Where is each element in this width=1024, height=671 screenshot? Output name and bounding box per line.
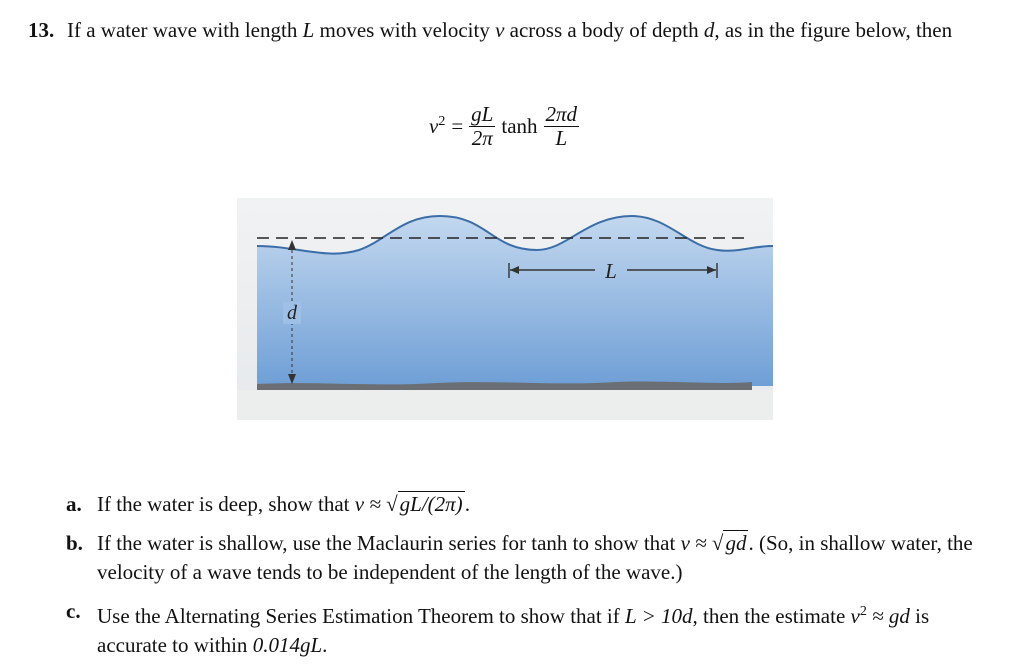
wavelength-label: L (605, 259, 617, 283)
part-c (66, 597, 986, 660)
problem-text-4: , as in the figure below, then (714, 18, 953, 42)
fraction-1-numerator: gL (471, 102, 494, 126)
formula-fraction-2 (544, 103, 580, 150)
part-b-text-2: . (So, in shallow water, the velocity of a wave tends to be independent of the length of the wave.) (97, 531, 973, 584)
part-c-estimate-exponent: 2 (859, 604, 867, 619)
problem-text-1: If a water wave with length (67, 18, 303, 42)
part-a-text-2: . (464, 492, 470, 516)
problem-statement (28, 16, 988, 45)
problem-text (67, 16, 988, 45)
part-a-text (97, 490, 986, 519)
part-c-letter: c. (66, 599, 81, 623)
problem-number: 13. (28, 18, 55, 42)
part-b-text (97, 529, 986, 587)
problem-text-3: across a body of depth (504, 18, 704, 42)
formula-equals: = (451, 114, 464, 139)
var-L: L (302, 18, 315, 42)
var-v: v (495, 18, 505, 42)
part-b (66, 529, 986, 587)
part-b-text-1: If the water is shallow, use the Maclaurin series for tanh to show that (97, 531, 681, 555)
part-a (66, 490, 986, 519)
part-a-radicand: gL/(2π) (399, 492, 463, 516)
part-b-sqrt: √gd (711, 531, 747, 555)
part-c-text (97, 597, 986, 660)
part-c-error-bound: 0.014gL (252, 633, 323, 657)
part-b-letter: b. (66, 531, 83, 555)
part-c-text-2: , then the estimate (692, 604, 851, 628)
formula-lhs (429, 114, 445, 139)
fraction-2-denominator: L (555, 126, 568, 151)
formula-lhs-exponent: 2 (438, 114, 446, 130)
var-d: d (703, 18, 715, 42)
fraction-2-numerator: 2πd (545, 102, 578, 126)
below-bottom (237, 390, 773, 420)
part-a-letter: a. (66, 492, 82, 516)
part-c-text-3: is accurate to within (97, 604, 930, 657)
part-c-text-4: . (322, 633, 328, 657)
part-a-sqrt: √gL/(2π) (386, 492, 463, 516)
part-c-math-condition: L > 10d (625, 604, 693, 628)
formula-fraction-1 (469, 103, 495, 150)
wave-velocity-formula (429, 103, 579, 150)
problem-text-2: moves with velocity (314, 18, 496, 42)
formula-tanh: tanh (501, 114, 538, 139)
part-c-estimate-rest: ≈ gd (866, 604, 910, 628)
wave-figure (237, 198, 773, 420)
part-c-estimate-v: v (850, 604, 860, 628)
part-a-text-1: If the water is deep, show that (97, 492, 355, 516)
part-c-text-1: Use the Alternating Series Estimation Theorem to show that if (97, 604, 626, 628)
part-a-math-lhs: v ≈ (354, 492, 387, 516)
formula-lhs-var: v (429, 114, 439, 139)
fraction-1-denominator: 2π (471, 126, 493, 151)
problem-parts (66, 490, 986, 670)
part-b-math-lhs: v ≈ (680, 531, 712, 555)
part-b-radicand: gd (725, 531, 747, 555)
depth-label: d (287, 302, 297, 324)
